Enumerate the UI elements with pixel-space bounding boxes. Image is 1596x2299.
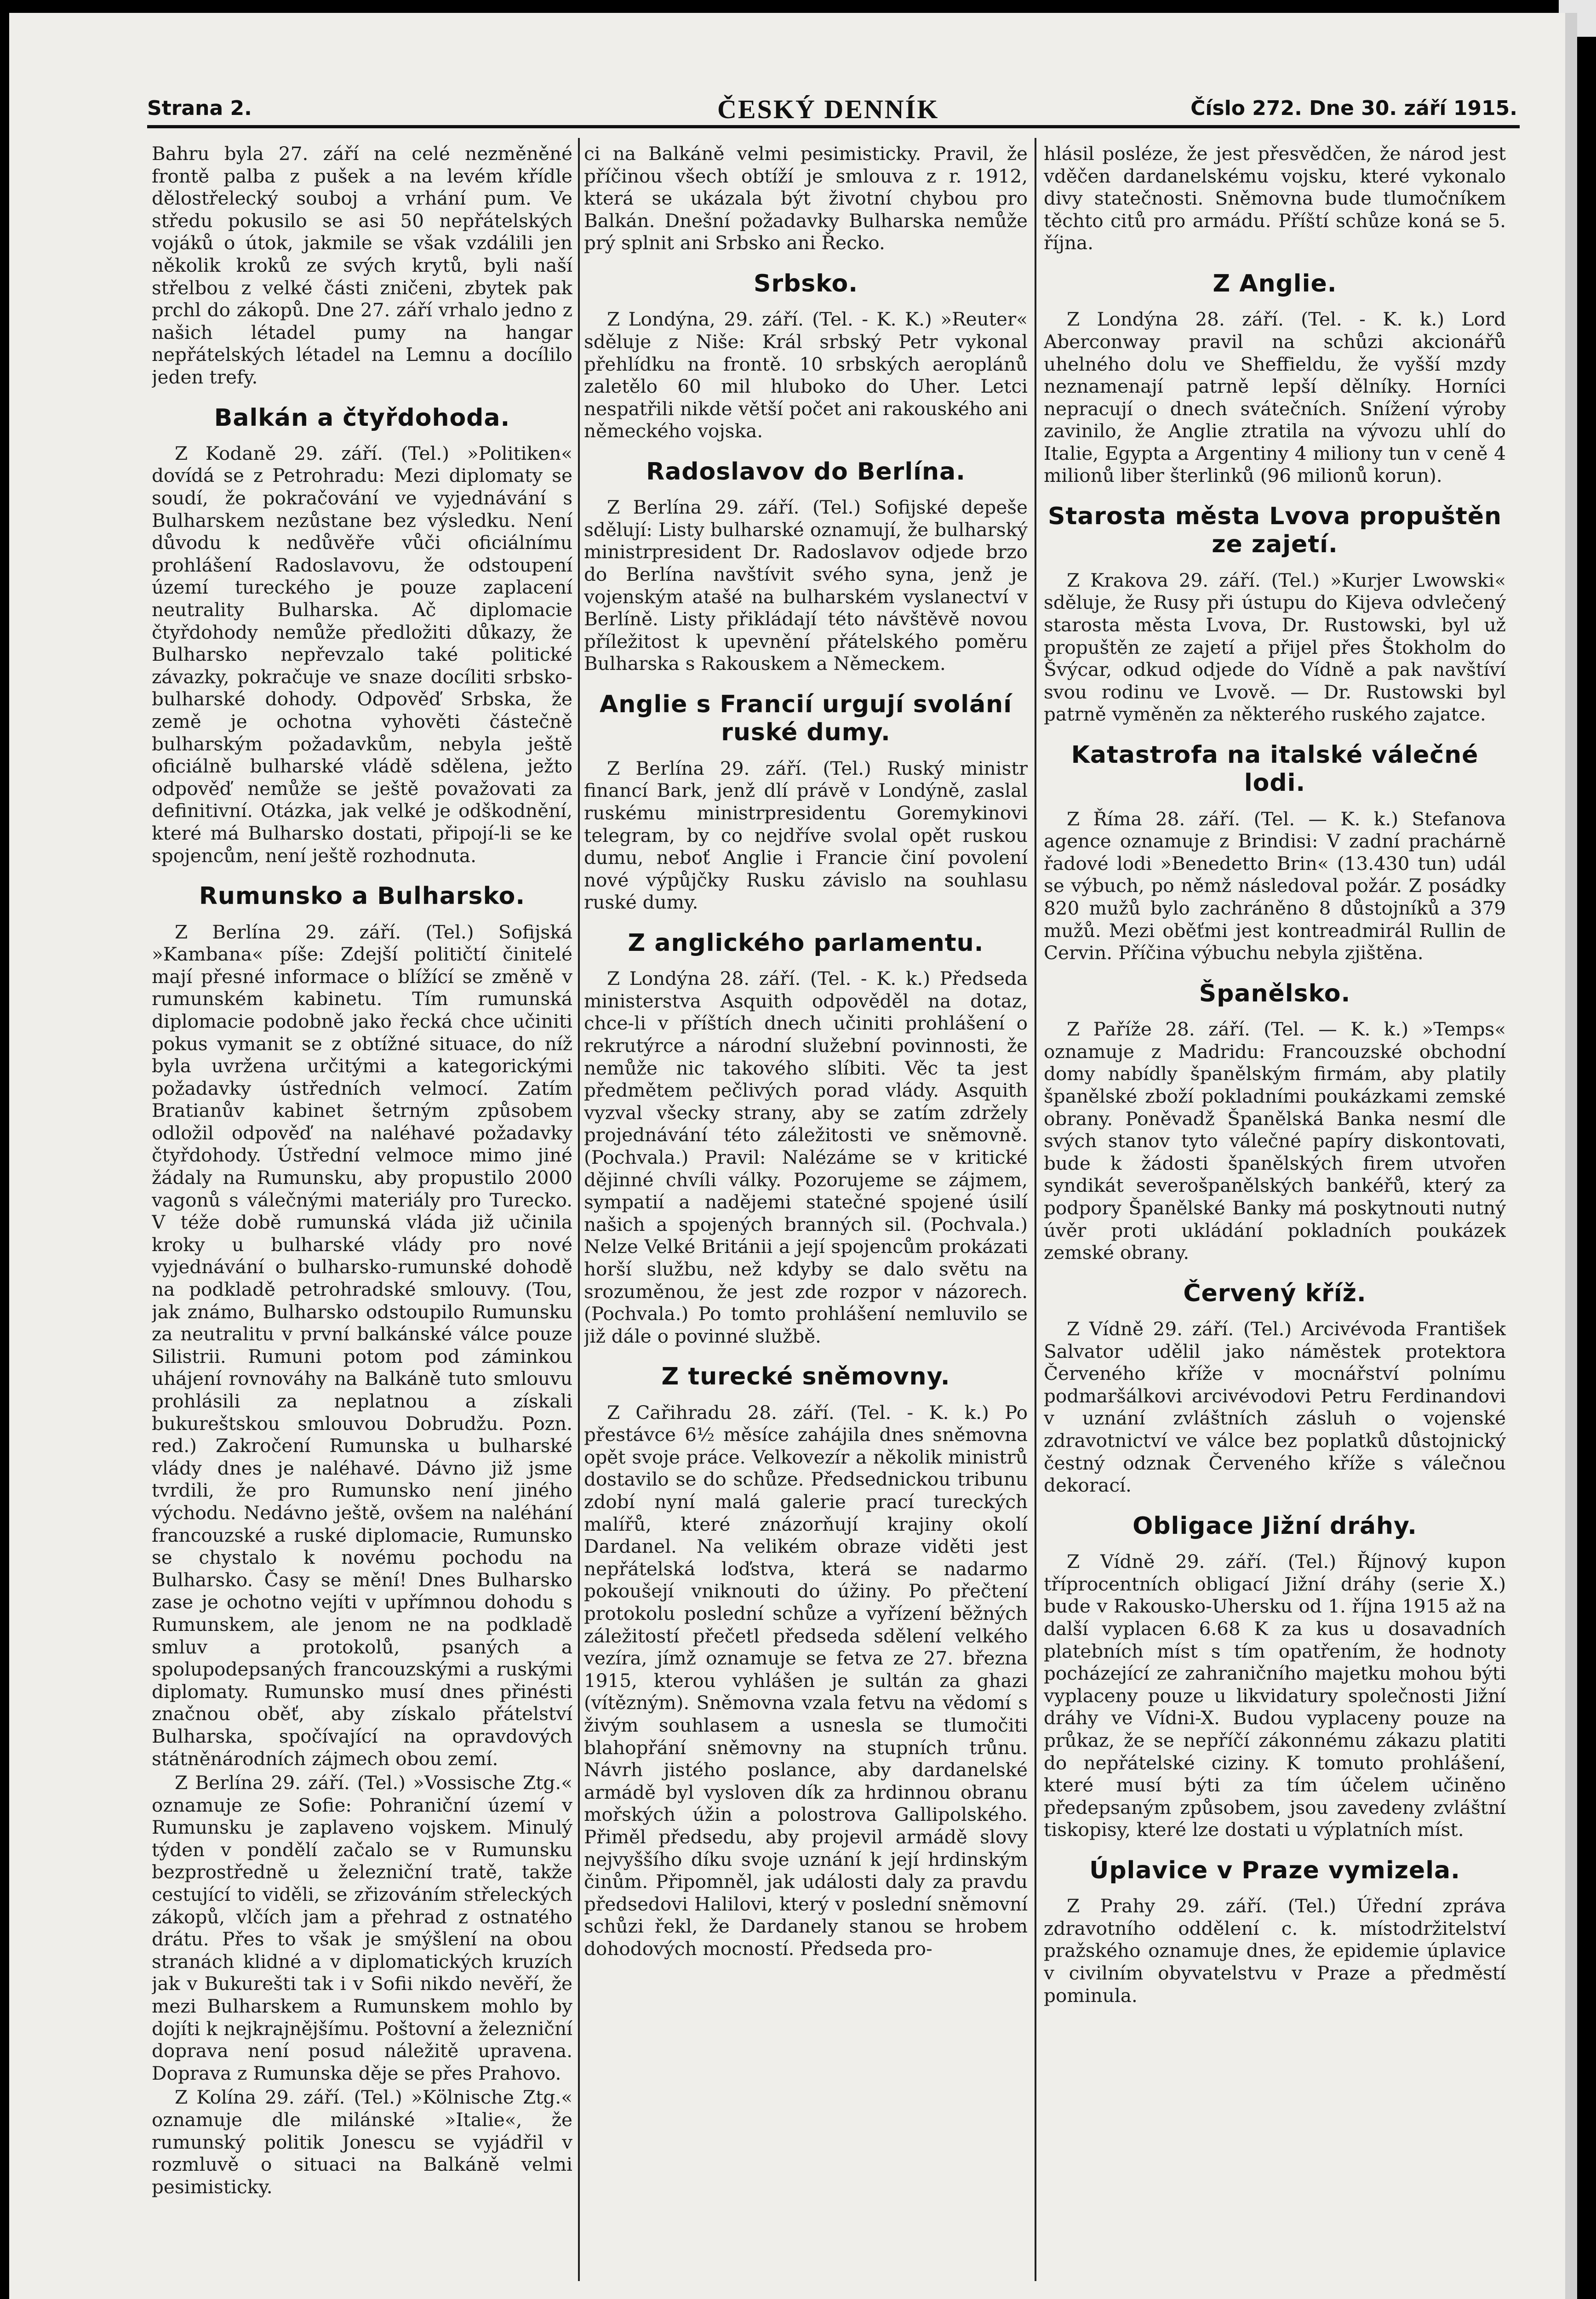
column-3 [1044, 143, 1506, 2281]
article-heading: Rumunsko a Bulharsko. [199, 882, 526, 910]
article-heading: Anglie s Francií urgují svolání ruské dumy. [599, 691, 1013, 747]
article-paragraph: Z Kolína 29. září. (Tel.) »Kölnische Ztg.« oznamuje dle milánské »Italie«, že rumunský politik Jonescu se vyjádřil v rozmluvě o situaci na Balkáně velmi pesimisticky. [152, 2086, 572, 2198]
article-paragraph: Z Londýna 28. září. (Tel. - K. k.) Předseda ministerstva Asquith odpověděl na dotaz, chce-li v příštích dnech učiniti prohlášení o rekrutýrce a národní služební povinnosti, že nemůže nic takového slíbiti. Věc ta jest předmětem pečlivých porad vlády. Asquith vyzval všecky strany, aby se zatím zdržely projednávání této záležitosti ve sněmovně. (Pochvala.) Pravil: Nalézáme se v kritické dějinné chvíli války. Pozorujeme se zájmem, sympatií a nadějemi statečné spojené úsilí našich a spojených branných sil. (Pochvala.) Nelze Velké Británii a její spojencům prokázati horší službu, než kdyby se dalo světu na srozuměnou, že jest zde rozpor v názorech. (Pochvala.) Po tomto prohlášení nemluvilo se již dále o povinné službě. [584, 967, 1028, 1347]
article-heading: Balkán a čtyřdohoda. [214, 404, 510, 432]
article-paragraph: Bahru byla 27. září na celé nezměněné frontě palba z pušek a na levém křídle dělostřelecký souboj a vrhání pum. Ve středu pokusilo se asi 50 nepřátelských vojáků o útok, jakmile se však vzdálili jen několik kroků ze svých krytů, byli naší střelbou z velké části zničeni, zbytek pak prchl do zákopů. Dne 27. září vrhalo jedno z našich létadel pumy na hangar nepřátelských létadel na Lemnu a docílilo jeden trefy. [152, 143, 572, 388]
article-paragraph: Z Vídně 29. září. (Tel.) Arcivévoda František Salvator udělil jako náměstek protektora Červeného kříže v mocnářství polnímu podmaršálkovi arcivévodovi Petru Ferdinandovi v uznání zvláštních zásluh o vojenské zdravotnictví ve válce bez poplatků důstojnický čestný odznak Červeného kříže s válečnou dekorací. [1044, 1318, 1506, 1497]
masthead-title: ČESKÝ DENNÍK [717, 94, 939, 124]
article-paragraph: Z Krakova 29. září. (Tel.) »Kurjer Lwowski« sděluje, že Rusy při ústupu do Kijeva odvlečený starosta města Lvova, Dr. Rustowski, byl už propuštěn ze zajetí a přijel přes Štokholm do Švýcar, odkud odjede do Vídně a pak navštíví svou rodinu ve Lvově. — Dr. Rustowski byl patrně vyměněn za některého ruského zajatce. [1044, 569, 1506, 726]
article-paragraph: Z Vídně 29. září. (Tel.) Říjnový kupon tříprocentních obligací Jižní dráhy (serie X.) bude v Rakousko-Uhersku od 1. října 1915 až na další vyplacen 6.68 K za kus u dosavadních platebních míst s tím opatřením, že hodnoty pocházející ze zahraničního majetku mohou býti vyplaceny pouze u likvidatury společnosti Jižní dráhy ve Vídni-X. Budou vyplaceny pouze na průkaz, že se nepříčí zákonnému zákazu platiti do nepřátelské ciziny. K tomuto prohlášení, které musí býti za tím účelem učiněno předepsaným způsobem, jsou zavedeny zvláštní tiskopisy, které lze dostati u výplatních míst. [1044, 1550, 1506, 1841]
article-heading: Radoslavov do Berlína. [646, 458, 966, 486]
article-heading: Katastrofa na italské válečné lodi. [1071, 741, 1479, 797]
article-heading: Z anglického parlamentu. [628, 929, 984, 957]
article-heading: Červený kříž. [1183, 1279, 1367, 1307]
article-paragraph: hlásil posléze, že jest přesvědčen, že národ jest vděčen dardanelskému vojsku, které vykonalo divy statečnosti. Sněmovna bude tlumočníkem těchto citů pro armádu. Příští schůze koná se 5. října. [1044, 143, 1506, 254]
article-paragraph: ci na Balkáně velmi pesimisticky. Pravil, že příčinou všech obtíží je smlouva z r. 1912, která se ukázala být životní chybou pro Balkán. Dnešní požadavky Bulharska nemůže prý splnit ani Srbsko ani Řecko. [584, 143, 1028, 254]
article-heading: Obligace Jižní dráhy. [1133, 1512, 1417, 1540]
page-header [147, 94, 1517, 129]
article-paragraph: Z Říma 28. září. (Tel. — K. k.) Stefanova agence oznamuje z Brindisi: V zadní prachárně řadové lodi »Benedetto Brin« (13.430 tun) udál se výbuch, po němž následoval požár. Z posádky 820 mužů bylo zachráněno 8 důstojníků a 379 mužů. Mezi oběťmi jest kontreadmirál Rullin de Cervin. Příčina výbuchu nebyla zjištěna. [1044, 807, 1506, 964]
article-paragraph: Z Kodaně 29. září. (Tel.) »Politiken« dovídá se z Petrohradu: Mezi diplomaty se soudí, že pokračování ve vyjednávání s Bulharskem nezůstane bez výsledku. Není důvodu k nedůvěře vůči oficiálnímu prohlášení Radoslavovu, že odstoupení území tureckého je pouze zaplacení neutrality Bulharska. Ač diplomacie čtyřdohody nemůže předložiti důkazy, že Bulharsko nepřevzalo také politické závazky, pokračuje ve snaze docíliti srbsko-bulharské dohody. Odpověď Srbska, že země je ochotna vyhověti částečně bulharským požadavkům, nebyla ještě oficiálně bulharské vládě sdělena, ježto odpověď nemůže se ještě považovati za definitivní. Otázka, jak velké je odškodnění, které má Bulharsko dostati, připojí-li se ke spojencům, není ještě rozhodnuta. [152, 442, 572, 867]
article-paragraph: Z Londýna 28. září. (Tel. - K. k.) Lord Aberconway pravil na schůzi akcionářů uhelného dolu ve Sheffieldu, že vyšší mzdy neznamenají patrně lepší dělníky. Horníci nepracují o dnech svátečních. Snížení výroby zavinilo, že Anglie ztratila na vývozu uhlí do Italie, Egypta a Argentiny 4 miliony tun v ceně 4 milionů liber šterlinků (96 milionů korun). [1044, 308, 1506, 487]
article-heading: Úplavice v Praze vymizela. [1089, 1856, 1460, 1884]
column-divider [1035, 138, 1036, 2281]
article-heading: Starosta města Lvova propuštěn ze zajetí. [1048, 503, 1502, 559]
column-1 [152, 143, 572, 2281]
header-rule [147, 125, 1520, 128]
article-heading: Z turecké sněmovny. [661, 1363, 950, 1391]
article-paragraph: Z Londýna, 29. září. (Tel. - K. K.) »Reuter« sděluje z Niše: Král srbský Petr vykonal přehlídku na frontě. 10 srbských aeroplánů zaletělo 60 mil hluboko do Uher. Letci nespatřili nikde větší počet ani rakouského ani německého vojska. [584, 308, 1028, 442]
article-paragraph: Z Paříže 28. září. (Tel. — K. k.) »Temps« oznamuje z Madridu: Francouzské obchodní domy nabídly španělským firmám, aby platily španělské zboží pokladními poukázkami zemské obrany. Poněvadž Španělská Banka nesmí dle svých stanov tyto válečné papíry diskontovati, bude k žádosti španělských firem utvořen syndikát severošpanělských bankéřů, který za podpory Španělské Banky má poskytnouti nutný úvěr proti ukládání pokladních poukázek zemské obrany. [1044, 1018, 1506, 1264]
column-2 [584, 143, 1028, 2281]
page-number: Strana 2. [147, 97, 252, 120]
article-heading: Španělsko. [1199, 979, 1351, 1007]
article-paragraph: Z Berlína 29. září. (Tel.) Sofijská »Kambana« píše: Zdejší političtí činitelé mají přesné informace o blížící se změně v rumunském kabinetu. Tím rumunská diplomacie podobně jako řecká chce učiniti pokus vymanit se z obtížné situace, do níž byla uvržena určitými a kategorickými požadavky ústředních velmocí. Zatím Bratianův kabinet šetrným způsobem odložil odpověď na naléhavé požadavky čtyřdohody. Ústřední velmoce mimo jiné žádaly na Rumunsku, aby propustilo 2000 vagonů s válečnými materiály pro Turecko. V téže době rumunská vláda již učinila kroky u bulharské vlády pro nové vyjednávání o bulharsko-rumunské dohodě na podkladě petrohradské smlouvy. (Tou, jak známo, Bulharsko odstoupilo Rumunsku za neutralitu v první balkánské válce pouze Silistrii. Rumuni potom pod záminkou uhájení rovnováhy na Balkáně tuto smlouvu prohlásili za neplatnou a získali bukureštskou smlouvou Dobrudžu. Pozn. red.) Zakročení Rumunska u bulharské vlády dnes je naléhavé. Dávno již jsme tvrdili, že pro Rumunsko není jiného východu. Nedávno ještě, ovšem na naléhání francouzské a ruské diplomacie, Rumunsko se chystalo k novému pochodu na Bulharsko. Časy se mění! Dnes Bulharsko zase je ochotno vejíti v upřímnou dohodu s Rumunskem, ale jenom ne na podkladě smluv a protokolů, psaných a spolupodepsaných francouzskými a ruskými diplomaty. Rumunsko musí dnes přinésti značnou oběť, aby získalo přátelství Bulharska, spočívající na opravdových státněnárodních zájmech obou zemí. [152, 921, 572, 1770]
article-paragraph: Z Prahy 29. září. (Tel.) Úřední zpráva zdravotního oddělení c. k. místodržitelství pražského oznamuje dnes, že epidemie úplavice v civilním obyvatelstvu v Praze a předměstí pominula. [1044, 1895, 1506, 2007]
article-paragraph: Z Berlína 29. září. (Tel.) »Vossische Ztg.« oznamuje ze Sofie: Pohraniční území v Rumunsku je zaplaveno vojskem. Minulý týden v pondělí začalo se v Rumunsku bezprostředně u železniční tratě, takže cestující to viděli, se zřizováním střeleckých zákopů, vlčích jam a přehrad z ostnatého drátu. Přes to však je smýšlení na obou stranách klidné a v diplomatických kruzích jak v Bukurešti tak i v Sofii nikdo nevěří, že mezi Bulharskem a Rumunskem mohlo by dojíti k nejkrajnějšímu. Poštovní a železniční doprava není posud náležitě upravena. Doprava z Rumunska děje se přes Prahovo. [152, 1772, 572, 2084]
article-heading: Z Anglie. [1213, 269, 1337, 297]
article-paragraph: Z Berlína 29. září. (Tel.) Ruský ministr financí Bark, jenž dlí právě v Londýně, zaslal ruskému ministrpresidentu Goremykinovi telegram, by co nejdříve svolal opět ruskou dumu, neboť Anglie i Francie činí povolení nové výpůjčky Rusku závislo na souhlasu ruské dumy. [584, 757, 1028, 914]
issue-date: Číslo 272. Dne 30. září 1915. [1190, 97, 1517, 120]
article-paragraph: Z Cařihradu 28. září. (Tel. - K. k.) Po přestávce 6½ měsíce zahájila dnes sněmovna opět svoje práce. Velkovezír a několik ministrů dostavilo se do schůze. Předsednickou tribunu zdobí nyní malá galerie prací tureckých malířů, které znázorňují krajiny okolí Dardanel. Na velikém obraze viděti jest nepřátelská loďstva, která se nadarmo pokoušejí vniknouti do úžiny. Po přečtení protokolu poslední schůze a vyřízení běžných záležitostí přečetl předseda sdělení velkého vezíra, jímž oznamuje se fetva ze 27. března 1915, kterou vyhlášen je sultán za ghazi (vítězným). Sněmovna vzala fetvu na vědomí s živým souhlasem a usnesla se tlumočiti blahopřání sněmovny na stupních trůnu. Návrh jistého poslance, aby dardanelské armádě byl vysloven dík za hrdinnou obranu mořských úžin a polostrova Gallipolského. Přiměl předsedu, aby projevil armádě slovy nejvyššího díku svoje uznání k její hrdinským činům. Připomněl, jak události daly za pravdu předsedovi Halilovi, který v poslední sněmovní schůzi řekl, že Dardanely stanou se hrobem dohodových mocností. Předseda pro- [584, 1401, 1028, 1960]
article-heading: Srbsko. [754, 269, 858, 297]
article-paragraph: Z Berlína 29. září. (Tel.) Sofijské depeše sdělují: Listy bulharské oznamují, že bulharský ministrpresident Dr. Radoslavov odjede brzo do Berlína navštívit svého syna, jenž je vojenským atašé na bulharském vyslanectví v Berlíně. Listy přikládají této návštěvě novou příležitost k upevnění přátelského poměru Bulharska s Rakouskem a Německem. [584, 496, 1028, 675]
column-divider [578, 138, 580, 2281]
